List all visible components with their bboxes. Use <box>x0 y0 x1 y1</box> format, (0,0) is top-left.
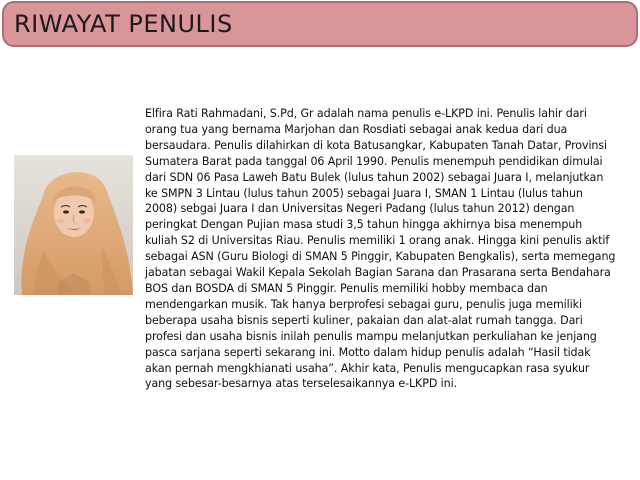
author-photo <box>14 155 133 295</box>
author-biography: Elfira Rati Rahmadani, S.Pd, Gr adalah nama penulis e-LKPD ini. Penulis lahir dari orang tua yang bernama Marjohan dan Rosdiati sebagai anak kedua dari dua bersaudara. Penulis dilahirkan di kota Batusangkar, Kabupaten Tanah Datar, Provinsi Sumatera Barat pada tanggal 06 April 1990. Penulis menempuh pendidikan dimulai dari SDN 06 Pasa Laweh Batu Bulek (lulus tahun 2002) sebagai Juara I, melanjutkan ke SMPN 3 Lintau (lulus tahun 2005) sebagai Juara I, SMAN 1 Lintau (lulus tahun 2008) sebgai Juara I dan Universitas Negeri Padang (lulus tahun 2012) dengan peringkat Dengan Pujian masa studi 3,5 tahun hingga akhirnya bisa menempuh kuliah S2 di Universitas Riau. Penulis memiliki 1 orang anak. Hingga kini penulis aktif sebagai ASN (Guru Biologi di SMAN 5 Pinggir, Kabupaten Bengkalis), serta memegang jabatan sebagai Wakil Kepala Sekolah Bagian Sarana dan Prasarana serta Bendahara BOS dan BOSDA di SMAN 5 Pinggir. Penulis memiliki hobby membaca dan mendengarkan musik. Tak hanya berprofesi sebagai guru, penulis juga memiliki beberapa usaha bisnis seperti kuliner, pakaian dan alat-alat rumah tangga. Dari profesi dan usaha bisnis inilah penulis mampu melanjutkan perkuliahan ke jenjang pasca sarjana seperti sekarang ini. Motto dalam hidup penulis adalah “Hasil tidak akan pernah mengkhianati usaha”. Akhir kata, Penulis mengucapkan rasa syukur yang sebesar-besarnya atas terselesaikannya e-LKPD ini. <box>145 107 616 391</box>
page-title: RIWAYAT PENULIS <box>14 10 233 38</box>
title-banner <box>2 1 638 47</box>
author-portrait-icon <box>14 155 133 295</box>
